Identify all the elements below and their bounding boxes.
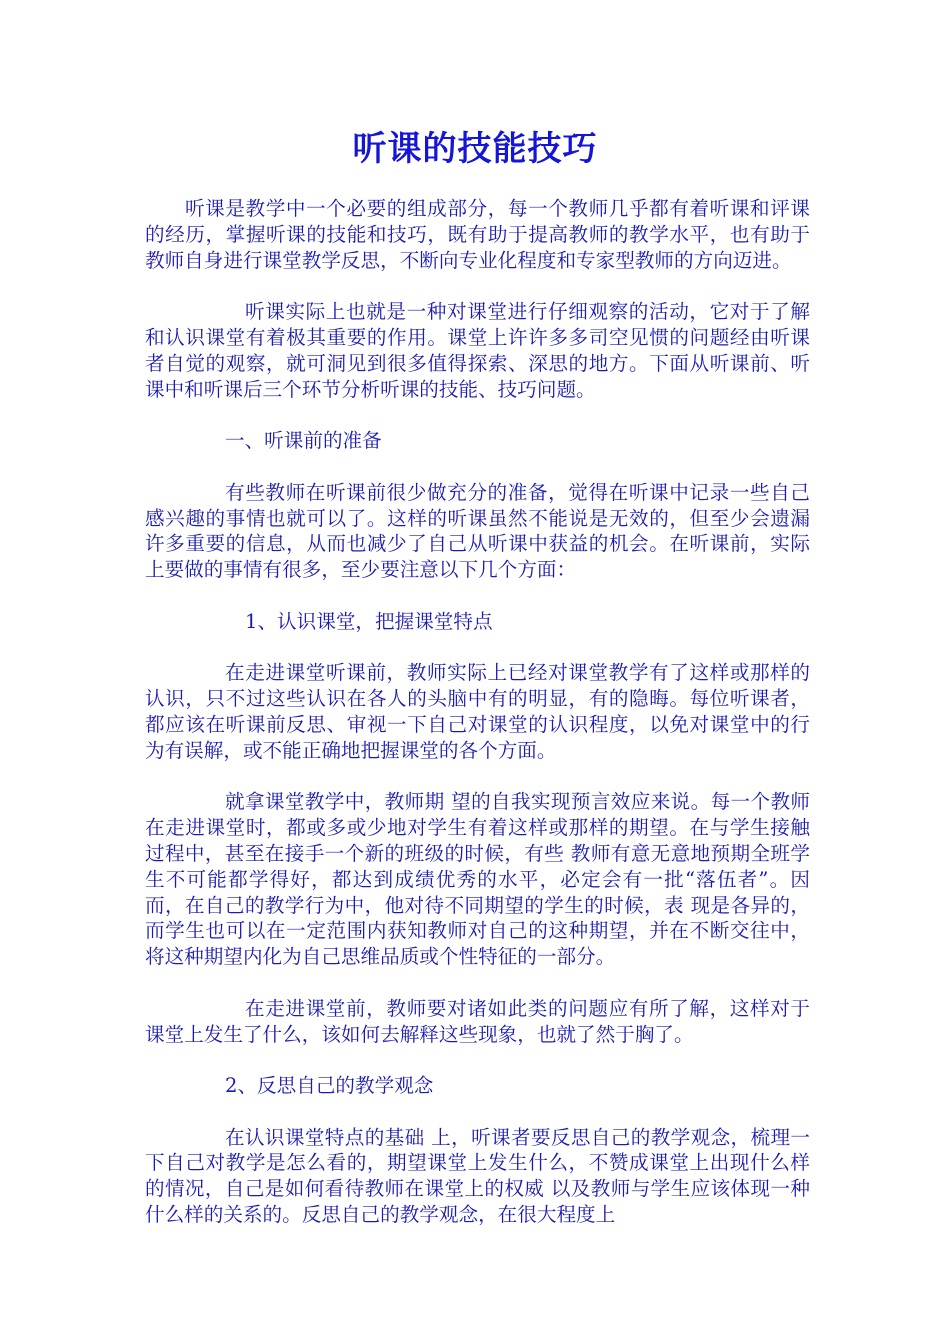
paragraph-before-class: 在走进课堂前，教师要对诸如此类的问题应有所了解，这样对于课堂上发生了什么，该如何去解释这些现象，也就了然于胸了。 — [145, 996, 810, 1046]
paragraph-reflect-concepts: 在认识课堂特点的基础 上，听课者要反思自己的教学观念，梳理一下自己对教学是怎么看的，期望课堂上发生什么，不赞成课堂上出现什么样的情况，自己是如何看待教师在课堂上的权威 以及教师与学生应该体现一种什么样的关系的。反思自己的教学观念，在很大程度上 — [145, 1125, 810, 1227]
paragraph-observation: 听课实际上也就是一种对课堂进行仔细观察的活动，它对于了解和认识课堂有着极其重要的作用。课堂上许许多多司空见惯的问题经由听课者自觉的观察，就可洞见到很多值得探索、深思的地方。下面从听课前、听课中和听课后三个环节分析听课的技能、技巧问题。 — [145, 300, 810, 401]
document-title: 听课的技能技巧 — [352, 129, 598, 169]
subheading-reflect-concepts: 2、反思自己的教学观念 — [225, 1074, 434, 1098]
paragraph-intro: 听课是教学中一个必要的组成部分，每一个教师几乎都有着听课和评课的经历，掌握听课的技能和技巧，既有助于提高教师的教学水平，也有助于教师自身进行课堂教学反思，不断向专业化程度和专家型教师的方向迈进。 — [145, 197, 810, 272]
paragraph-understand-classroom: 在走进课堂听课前，教师实际上已经对课堂教学有了这样或那样的认识，只不过这些认识在各人的头脑中有的明显，有的隐晦。每位听课者，都应该在听课前反思、审视一下自己对课堂的认识程度，以免对课堂中的行为有误解，或不能正确地把握课堂的各个方面。 — [145, 661, 810, 762]
paragraph-expectation-effect: 就拿课堂教学中，教师期 望的自我实现预言效应来说。每一个教师在走进课堂时，都或多或少地对学生有着这样或那样的期望。在与学生接触过程中，甚至在接手一个新的班级的时候，有些 教师有意无意地预期全班学生不可能都学得好，都达到成绩优秀的水平，必定会有一批“落伍者”。因而，在自己的教学行为中，他对待不同期望的学生的时候，表 现是各异的，而学生也可以在一定范围内获知教师对自己的这种期望，并在不断交往中，将这种期望内化为自己思维品质或个性特征的一部分。 — [145, 790, 810, 969]
subheading-understand-classroom: 1、认识课堂，把握课堂特点 — [245, 609, 493, 633]
paragraph-preparation: 有些教师在听课前很少做充分的准备，觉得在听课中记录一些自己感兴趣的事情也就可以了。这样的听课虽然不能说是无效的，但至少会遗漏许多重要的信息，从而也减少了自己从听课中获益的机会。在听课前，实际上要做的事情有很多，至少要注意以下几个方面： — [145, 480, 810, 582]
section-heading-preparation: 一、听课前的准备 — [225, 429, 382, 453]
document-body — [145, 196, 810, 1254]
